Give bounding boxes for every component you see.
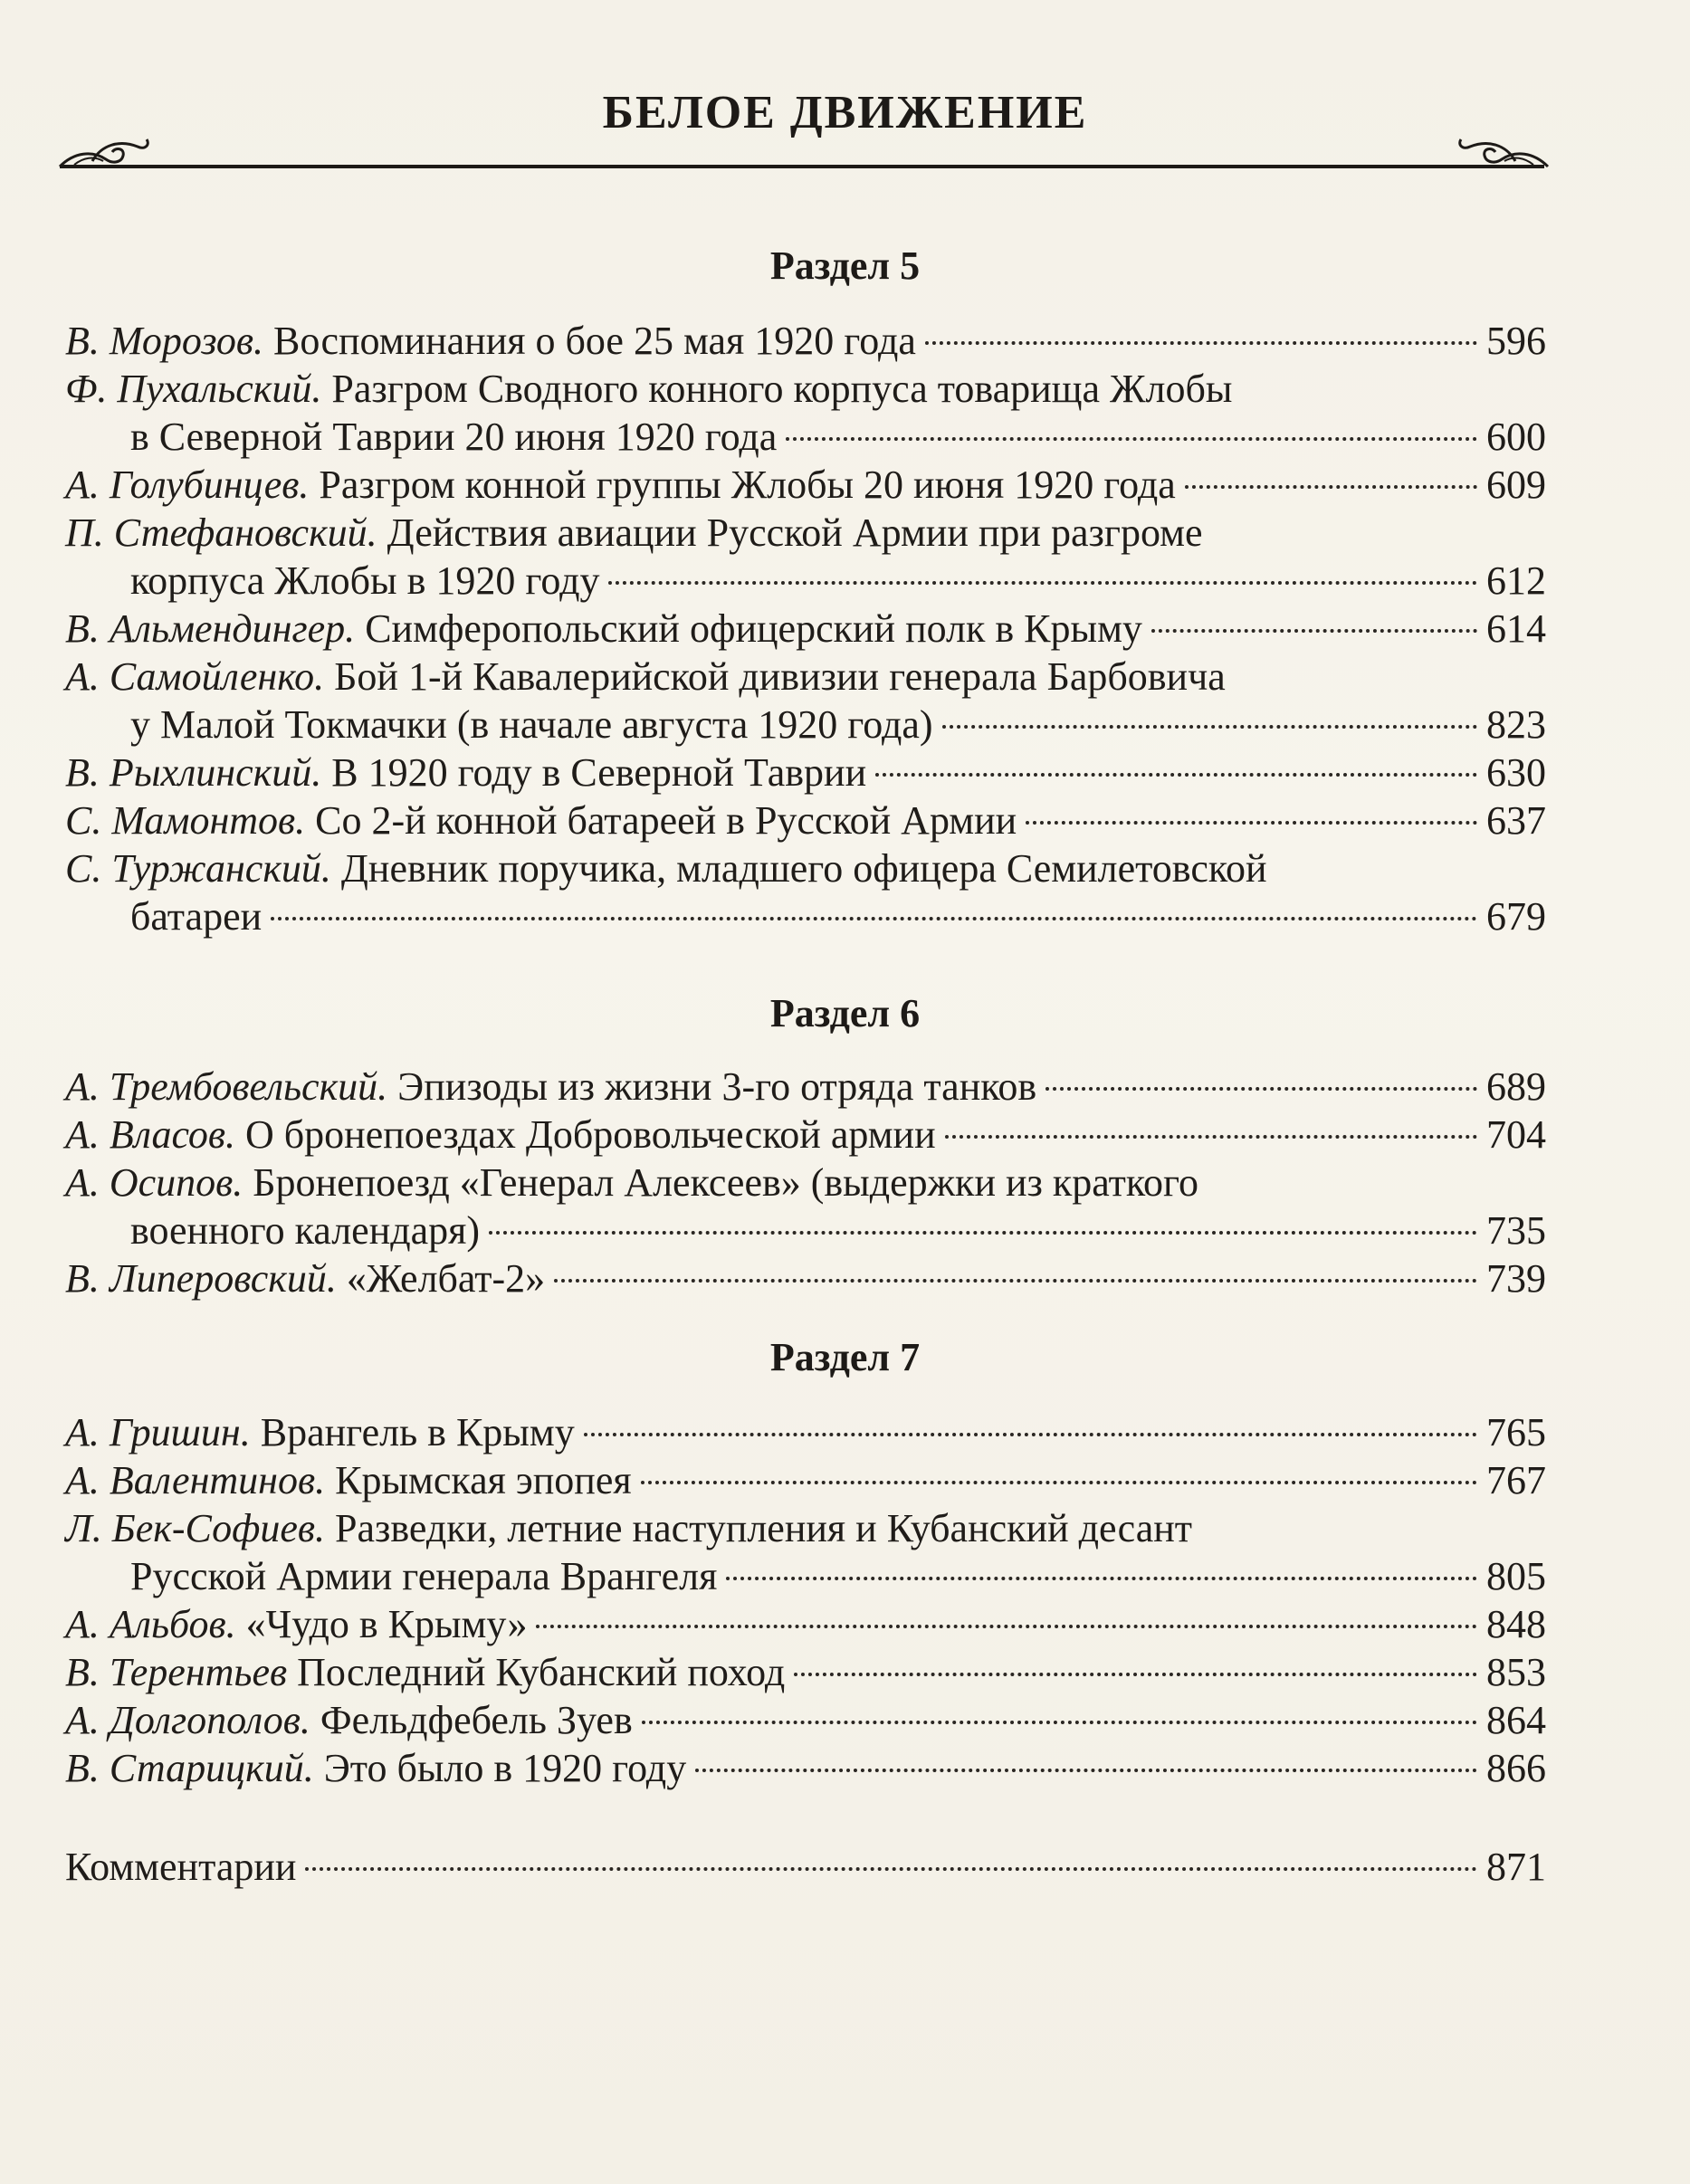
entry-page: 767 <box>1486 1458 1546 1502</box>
dot-leader <box>1151 629 1477 633</box>
entry-title: Фельдфебель Зуев <box>320 1698 633 1742</box>
entry-page: 739 <box>1486 1256 1546 1301</box>
dot-leader <box>536 1625 1477 1628</box>
dot-leader <box>1026 821 1477 825</box>
entry-author: А. Власов. <box>65 1112 236 1157</box>
toc-entry[interactable] <box>65 653 1546 749</box>
dot-leader <box>271 917 1477 920</box>
header-rule <box>60 165 1544 168</box>
section-title: Раздел 7 <box>769 1335 921 1379</box>
entry-title: Разгром Сводного конного корпуса товарища Жлобы <box>331 367 1233 411</box>
entry-title: Эпизоды из жизни 3-го отряда танков <box>397 1064 1037 1109</box>
toc-entry[interactable] <box>65 1504 1546 1600</box>
entry-author: А. Голубинцев. <box>65 463 310 507</box>
entry-author: В. Старицкий. <box>65 1746 314 1790</box>
entry-title: Врангель в Крыму <box>260 1410 575 1454</box>
entry-page: 864 <box>1486 1698 1546 1742</box>
toc-entry[interactable] <box>65 1159 1546 1254</box>
section-title: Раздел 6 <box>769 991 921 1035</box>
entry-page: 853 <box>1486 1650 1546 1694</box>
section-7-entries <box>65 1408 1546 1792</box>
toc-entry[interactable] <box>65 749 1546 796</box>
dot-leader <box>1185 485 1477 489</box>
entry-title: Дневник поручика, младшего офицера Семилетовской <box>340 846 1267 891</box>
entry-page: 765 <box>1486 1410 1546 1454</box>
toc-entry[interactable] <box>65 1063 1546 1111</box>
entry-author: В. Липеровский. <box>65 1256 337 1301</box>
entry-author: П. Стефановский. <box>65 510 377 555</box>
entry-page: 596 <box>1486 319 1546 363</box>
entry-title: Бронепоезд «Генерал Алексеев» (выдержки из краткого <box>253 1160 1199 1205</box>
running-title: БЕЛОЕ ДВИЖЕНИЕ <box>602 87 1088 138</box>
dot-leader <box>489 1231 1477 1235</box>
toc-entry[interactable] <box>65 461 1546 509</box>
toc-entry[interactable] <box>65 1456 1546 1504</box>
entry-page: 679 <box>1486 894 1546 939</box>
section-5-entries <box>65 317 1546 940</box>
entry-title-continued: военного календаря) <box>130 1208 481 1253</box>
toc-entry[interactable] <box>65 844 1546 940</box>
entry-title: Действия авиации Русской Армии при разгроме <box>387 510 1203 555</box>
entry-page: 704 <box>1486 1112 1546 1157</box>
dot-leader <box>305 1867 1477 1871</box>
toc-entry[interactable] <box>65 796 1546 844</box>
entry-author: А. Гришин. <box>65 1410 251 1454</box>
entry-title: Бой 1-й Кавалерийской дивизии генерала Барбовича <box>334 654 1226 699</box>
commentary-block <box>65 1843 1546 1891</box>
toc-entry[interactable] <box>65 1648 1546 1696</box>
entry-page: 614 <box>1486 606 1546 651</box>
entry-title: Крымская эпопея <box>335 1458 632 1502</box>
entry-title: «Желбат-2» <box>346 1256 546 1301</box>
entry-page: 735 <box>1486 1208 1546 1253</box>
toc-entry[interactable] <box>65 509 1546 605</box>
entry-author: Ф. Пухальский. <box>65 367 322 411</box>
entry-page: 637 <box>1486 798 1546 843</box>
dot-leader <box>554 1279 1477 1283</box>
dot-leader <box>925 341 1477 345</box>
entry-title-continued: Русской Армии генерала Врангеля <box>130 1554 718 1598</box>
dot-leader <box>641 1481 1477 1484</box>
entry-author: С. Мамонтов. <box>65 798 306 843</box>
toc-entry[interactable] <box>65 1254 1546 1302</box>
dot-leader <box>642 1721 1477 1724</box>
entry-author: А. Валентинов. <box>65 1458 326 1502</box>
entry-author: В. Терентьев <box>65 1650 288 1694</box>
entry-page: 866 <box>1486 1746 1546 1790</box>
dot-leader <box>945 1135 1477 1139</box>
entry-title: Последний Кубанский поход <box>297 1650 786 1694</box>
dot-leader <box>695 1769 1477 1772</box>
dot-leader <box>1046 1087 1477 1091</box>
commentary-label: Комментарии <box>65 1845 297 1889</box>
entry-page: 600 <box>1486 415 1546 459</box>
entry-author: В. Альмендингер. <box>65 606 356 651</box>
entry-title: Разгром конной группы Жлобы 20 июня 1920 года <box>319 463 1176 507</box>
toc-entry[interactable] <box>65 317 1546 365</box>
dot-leader <box>875 773 1477 777</box>
dot-leader <box>584 1433 1477 1436</box>
toc-entry[interactable] <box>65 605 1546 653</box>
entry-title: Разведки, летние наступления и Кубанский десант <box>335 1506 1192 1550</box>
entry-title-continued: в Северной Таврии 20 июня 1920 года <box>130 415 778 459</box>
entry-page: 805 <box>1486 1554 1546 1598</box>
entry-page: 612 <box>1486 558 1546 603</box>
entry-page: 689 <box>1486 1064 1546 1109</box>
dot-leader <box>726 1577 1477 1580</box>
entry-title: Воспоминания о бое 25 мая 1920 года <box>273 319 916 363</box>
entry-title: Симферопольский офицерский полк в Крыму <box>365 606 1142 651</box>
entry-title: О бронепоездах Добровольческой армии <box>245 1112 936 1157</box>
entry-title-continued: корпуса Жлобы в 1920 году <box>130 558 600 603</box>
dot-leader <box>942 725 1477 729</box>
section-6-entries <box>65 1063 1546 1302</box>
entry-title: Это было в 1920 году <box>323 1746 687 1790</box>
entry-page: 823 <box>1486 702 1546 747</box>
entry-author: В. Рыхлинский. <box>65 750 322 795</box>
toc-entry[interactable] <box>65 365 1546 461</box>
entry-author: А. Самойленко. <box>65 654 325 699</box>
toc-entry[interactable] <box>65 1111 1546 1159</box>
dot-leader <box>786 437 1477 441</box>
entry-title: Со 2-й конной батареей в Русской Армии <box>315 798 1017 843</box>
entry-page: 609 <box>1486 463 1546 507</box>
entry-author: А. Осипов. <box>65 1160 243 1205</box>
entry-page: 871 <box>1486 1845 1546 1889</box>
entry-title: «Чудо в Крыму» <box>245 1602 528 1646</box>
entry-author: А. Трембовельский. <box>65 1064 388 1109</box>
entry-page: 630 <box>1486 750 1546 795</box>
entry-title: В 1920 году в Северной Таврии <box>331 750 867 795</box>
toc-entry[interactable] <box>65 1408 1546 1456</box>
entry-author: А. Долгополов. <box>65 1698 310 1742</box>
entry-author: Л. Бек-Софиев. <box>65 1506 326 1550</box>
entry-author: А. Альбов. <box>65 1602 236 1646</box>
toc-entry-commentary[interactable] <box>65 1843 1546 1891</box>
section-title: Раздел 5 <box>769 243 921 288</box>
entry-title-continued: батареи <box>130 894 263 939</box>
entry-page: 848 <box>1486 1602 1546 1646</box>
dot-leader <box>608 581 1477 585</box>
toc-entry[interactable] <box>65 1744 1546 1792</box>
toc-entry[interactable] <box>65 1600 1546 1648</box>
entry-author: В. Морозов. <box>65 319 264 363</box>
entry-author: С. Туржанский. <box>65 846 331 891</box>
toc-entry[interactable] <box>65 1696 1546 1744</box>
entry-title-continued: у Малой Токмачки (в начале августа 1920 года) <box>130 702 933 747</box>
dot-leader <box>794 1673 1477 1676</box>
